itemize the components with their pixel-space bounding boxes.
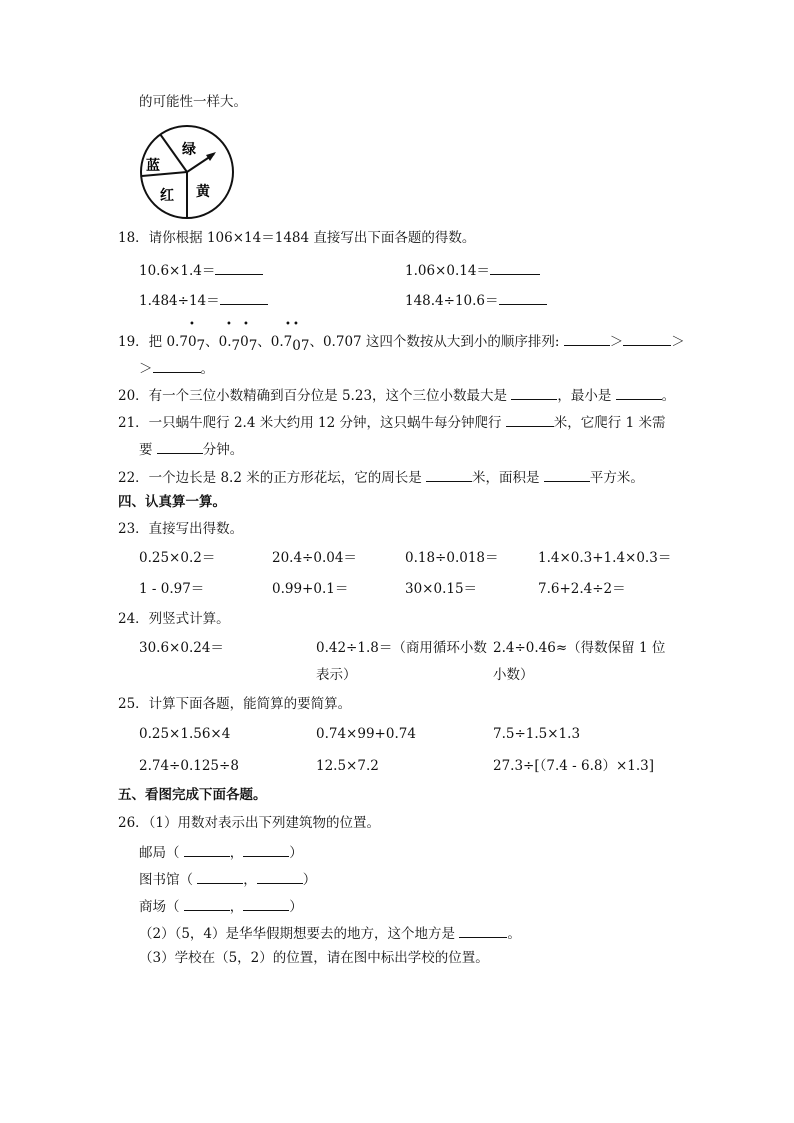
repeat-dot: • [226, 319, 232, 330]
answer-blank[interactable] [184, 898, 230, 911]
q18-prompt: 18．请你根据 106×14＝1484 直接写出下面各题的得数。 [118, 230, 476, 246]
q26-row-post-office: 邮局（ ， ） [139, 845, 303, 861]
q21-line1: 21．一只蜗牛爬行 2.4 米大约用 12 分钟，这只蜗牛每分钟爬行 米，它爬行 1 米需 [118, 415, 666, 431]
q23-item: 1 - 0.97＝ [139, 581, 205, 597]
answer-blank[interactable] [220, 292, 268, 305]
answer-blank[interactable] [243, 844, 289, 857]
spinner-label-yellow: 黄 [196, 184, 210, 200]
answer-blank[interactable] [215, 262, 263, 275]
repeat-dot: • [189, 319, 195, 330]
answer-blank[interactable] [490, 262, 540, 275]
section-4-heading: 四、认真算一算。 [118, 494, 226, 510]
answer-blank[interactable] [623, 333, 671, 346]
q23-item: 1.4×0.3+1.4×0.3＝ [538, 550, 672, 566]
answer-blank[interactable] [564, 333, 610, 346]
q24-prompt: 24．列竖式计算。 [118, 611, 230, 627]
spinner-label-blue: 蓝 [146, 158, 160, 174]
q18-item-1: 10.6×1.4＝ [139, 262, 263, 279]
q24-item-2-line1: 0.42÷1.8＝（商用循环小数 [316, 640, 487, 656]
q19-line1: 19．把 0.707、0.707、0.707、0.707 这四个数按从大到小的顺序排列: ＞ ＞ [118, 334, 685, 354]
q25-item: 0.25×1.56×4 [139, 726, 231, 742]
spinner-diagram [136, 124, 238, 220]
q24-item-2-line2: 表示） [316, 667, 357, 683]
answer-blank[interactable] [511, 387, 557, 400]
q23-item: 20.4÷0.04＝ [272, 550, 357, 566]
repeat-dot: • [285, 319, 291, 330]
q26-part1: 26．（1）用数对表示出下列建筑物的位置。 [118, 815, 381, 831]
answer-blank[interactable] [459, 925, 507, 938]
q25-item: 2.74÷0.125÷8 [139, 758, 239, 774]
q25-prompt: 25．计算下面各题，能简算的要简算。 [118, 696, 352, 712]
answer-blank[interactable] [153, 360, 201, 373]
q25-item: 0.74×99+0.74 [316, 726, 416, 742]
answer-blank[interactable] [157, 441, 203, 454]
q23-item: 0.99+0.1＝ [272, 581, 349, 597]
q24-item-3-line2: 小数） [493, 667, 534, 683]
q18-item-4: 148.4÷10.6＝ [405, 292, 547, 309]
q26-row-mall: 商场（ ， ） [139, 899, 303, 915]
q18-item-2: 1.06×0.14＝ [405, 262, 540, 279]
answer-blank[interactable] [243, 898, 289, 911]
q20: 20．有一个三位小数精确到百分位是 5.23，这个三位小数最大是 ，最小是 。 [118, 388, 676, 404]
spinner-label-red: 红 [160, 188, 174, 204]
q24-item-1: 30.6×0.24＝ [139, 640, 224, 656]
answer-blank[interactable] [499, 292, 547, 305]
q24-item-3-line1: 2.4÷0.46≈（得数保留 1 位 [493, 640, 666, 656]
q23-item: 30×0.15＝ [405, 581, 478, 597]
q23-item: 0.25×0.2＝ [139, 550, 216, 566]
q25-item: 12.5×7.2 [316, 758, 379, 774]
q18-item-3: 1.484÷14＝ [139, 292, 268, 309]
answer-blank[interactable] [197, 871, 243, 884]
q25-item: 7.5÷1.5×1.3 [493, 726, 581, 742]
answer-blank[interactable] [426, 469, 472, 482]
section-5-heading: 五、看图完成下面各题。 [118, 787, 267, 803]
q25-item: 27.3÷[（7.4 - 6.8）×1.3] [493, 758, 655, 774]
spinner-label-green: 绿 [182, 142, 196, 158]
q26-part3: （3）学校在（5，2）的位置，请在图中标出学校的位置。 [139, 950, 489, 966]
answer-blank[interactable] [506, 414, 554, 427]
q26-part2: （2）（5，4）是华华假期想要去的地方，这个地方是 。 [139, 926, 521, 942]
q23-item: 7.6+2.4÷2＝ [538, 581, 626, 597]
q23-item: 0.18÷0.018＝ [405, 550, 499, 566]
answer-blank[interactable] [184, 844, 230, 857]
answer-blank[interactable] [616, 387, 662, 400]
q19-line2: ＞ 。 [139, 361, 214, 377]
repeat-dot: • [293, 319, 299, 330]
q23-prompt: 23．直接写出得数。 [118, 521, 244, 537]
q17-tail: 的可能性一样大。 [139, 94, 247, 110]
q26-row-library: 图书馆（ ， ） [139, 872, 317, 888]
answer-blank[interactable] [257, 871, 303, 884]
q22: 22．一个边长是 8.2 米的正方形花坛，它的周长是 米，面积是 平方米。 [118, 470, 644, 486]
repeat-dot: • [243, 319, 249, 330]
answer-blank[interactable] [544, 469, 590, 482]
q21-line2: 要 分钟。 [139, 442, 244, 458]
